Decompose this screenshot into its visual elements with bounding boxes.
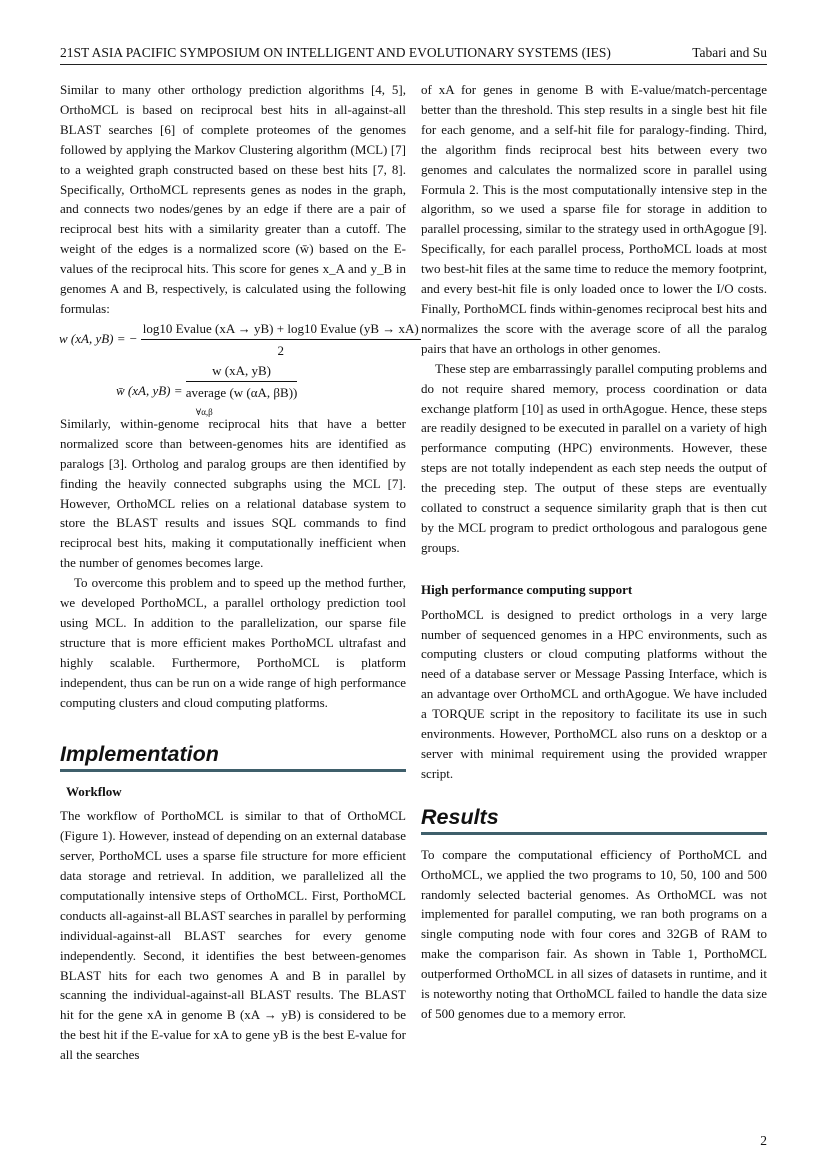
formula-1 bbox=[59, 319, 479, 357]
section-heading-results: Results bbox=[421, 808, 767, 835]
paragraph-workflow-cont: of xA for genes in genome B with E-value/match-percentage better than the threshold. This step results in a single best hit file for each genome, and a self-hit file for paralogy-finding. Third, the algorithm finds reciprocal best hits between every two genomes and calculates the normalized score in parallel using Formula 2. This is the most computationally intensive step in the algorithm, so we used a sparse file for storage in addition to parallel processing, similar to the strategy used in orthAgogue [9]. Specifically, for each parallel process, PorthoMCL loads at most two best-hit files at the same time to reduce the memory footprint, and every best-hit file is only loaded once to lower the I/O costs. Finally, PorthoMCL finds within-genomes reciprocal best hits and normalizes the score with the average score of all the paralog pairs that have an orthologs in other genomes. bbox=[421, 82, 767, 356]
formula-2-denominator: average (w (αA, βB)) bbox=[185, 384, 298, 400]
right-column bbox=[421, 80, 767, 1024]
header-title: 21ST ASIA PACIFIC SYMPOSIUM ON INTELLIGENT AND EVOLUTIONARY SYSTEMS (IES) bbox=[60, 45, 611, 60]
left-column bbox=[59, 80, 419, 1065]
subheading-hpc: High performance computing support bbox=[421, 581, 633, 597]
formula-2-numerator: w (xA, yB) bbox=[186, 361, 298, 382]
formula-2-subscript: ∀α,β bbox=[195, 406, 213, 417]
formulas bbox=[59, 319, 419, 417]
subheading-workflow: Workflow bbox=[66, 784, 122, 800]
formula-1-numerator: log10 Evalue (xA → yB) + log10 Evalue (yB → xA) bbox=[141, 319, 421, 340]
paragraph-results: To compare the computational efficiency of PorthoMCL and OrthoMCL, we applied the two programs to 10, 50, 100 and 500 randomly selected bacterial genomes. As OrthoMCL was not implemented for parallel computing, we ran both programs on a single computing node with four cores and 32GB of RAM to make the comparison fair. As shown in Table 1, PorthoMCL outperformed OrthoMCL in all sizes of datasets in runtime, and it is noteworthy noting that OrthoMCL failed to handle the data size of 500 genomes due to a memory error. bbox=[421, 846, 767, 1021]
paragraph-parallel: These step are embarrassingly parallel computing problems and do not require shared memory, process coordination or data exchange platform [10] as used in orthAgogue. Hence, these steps are readily designed to be executed in parallel on a variety of high performance computing (HPC) environments. However, these steps are not totally independent as each step needs the output of the preceding step. The output of these steps are eventually collated to construct a sequence similarity graph that is then cut by the MCL program to predict orthologous and paralogous gene groups. bbox=[421, 360, 767, 555]
paragraph-workflow: The workflow of PorthoMCL is similar to that of OrthoMCL (Figure 1). However, instead of depending on an external database server, PorthoMCL uses a sparse file structure for more efficient data storage and retrieval. In addition, we parallelized all the computationally intensive steps of OrthoMCL. First, PorthoMCL conducts all-against-all BLAST searches in parallel by performing individual-against-all BLAST searches for every genome independently. Second, it identifies the best between-genomes BLAST hits for each two genomes A and B in parallel by scanning the individual-against-all BLAST results. The BLAST hit for the gene xA in genome B (xA → yB) is considered to be the best hit if the E-value for xA to gene yB is the best E-value for all the searches bbox=[60, 808, 406, 1063]
page-number: 2 bbox=[760, 1133, 767, 1148]
paragraph-hpc: PorthoMCL is designed to predict orthologs in a very large number of sequenced genomes in a HPC environments, such as computing clusters or cloud computing platforms without the need of a database server or Message Passing Interface, which is an advantage over OrthoMCL and orthAgogue. We have included a TORQUE script in the repository to facilitate its use in such environments. However, PorthoMCL also runs on a desktop or a server with minimal requirement using the provided wrapper script. bbox=[421, 606, 767, 781]
paragraph-paralogs: Similarly, within-genome reciprocal hits that have a better normalized score than between-genomes hits are identified as paralogs [3]. Ortholog and paralog groups are then identified by finding the heavily connected subgraphs using the MCL [7]. However, OrthoMCL relies on a relational database system to store the BLAST results and issues SQL commands to find reciprocal best hits, making it computationally inefficient when the number of genomes becomes large. bbox=[60, 415, 406, 571]
formula-2 bbox=[116, 361, 416, 417]
header-authors: Tabari and Su bbox=[692, 45, 767, 60]
paragraph-intro: Similar to many other orthology prediction algorithms [4, 5], OrthoMCL is based on reciprocal best hits in all-against-all BLAST searches [6] of complete proteomes of the genomes followed by applying the Markov Clustering algorithm (MCL) [7] to a weighted graph constructed based on these best hits [7, 8]. Specifically, OrthoMCL represents genes as nodes in the graph, and connects two nodes/genes by an edge if there are a pair of reciprocal best hits with a similarity greater than a cutoff. The weight of the edges is a normalized score (w̄) based on the E-values of the reciprocal hits. This score for genes x_A and y_B in genomes A and B, respectively, is calculated using the following formulas: bbox=[60, 82, 406, 316]
running-header bbox=[60, 42, 767, 65]
section-heading-implementation: Implementation bbox=[60, 745, 406, 772]
formula-1-lhs: w (xA, yB) = − bbox=[59, 330, 138, 346]
paragraph-porthomcl: To overcome this problem and to speed up the method further, we developed PorthoMCL, a parallel orthology prediction tool using MCL. In addition to the parallelization, our sparse file structure that is more efficient makes PorthoMCL ultrafast and highly scalable. Furthermore, PorthoMCL is platform independent, thus can be run on a wide range of high performance computing clusters and cloud computing platforms. bbox=[60, 575, 406, 710]
formula-2-lhs: w̄ (xA, yB) = bbox=[116, 382, 183, 398]
formula-1-denominator: 2 bbox=[277, 342, 285, 358]
